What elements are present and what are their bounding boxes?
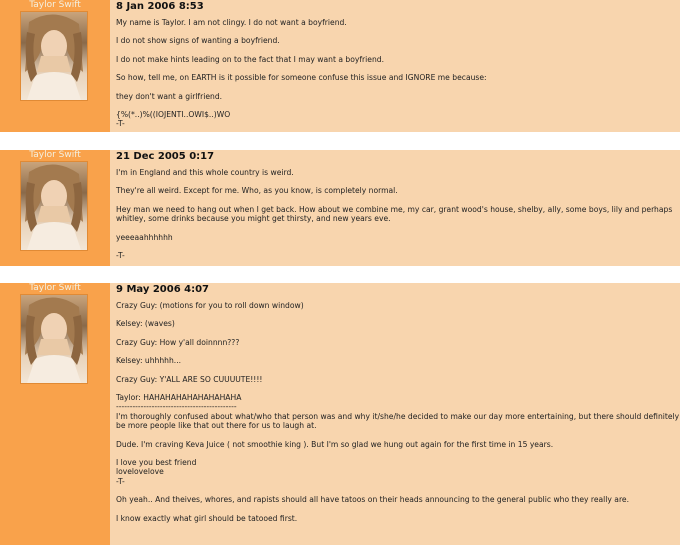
post-text: I'm thoroughly confused about what/who that person was and why it/she/he decided to make our day more entertaining, but there should definitely be more people like that out there for us to laugh at. xyxy=(116,411,680,431)
post-sidebar xyxy=(0,283,110,545)
post-text: Crazy Guy: (motions for you to roll down window) xyxy=(116,301,304,310)
post-text: Crazy Guy: How y'all doinnnn??? xyxy=(116,337,240,347)
post-3 xyxy=(0,283,680,545)
author-avatar[interactable] xyxy=(20,294,88,384)
post-content xyxy=(110,0,680,132)
post-content xyxy=(110,150,680,266)
post-text: They're all weird. Except for me. Who, as you know, is completely normal. xyxy=(116,186,398,196)
post-text: I love you best friend xyxy=(116,458,197,468)
author-name[interactable]: Taylor Swift xyxy=(29,283,81,293)
post-text: they don't want a girlfriend. xyxy=(116,91,223,101)
post-text: lovelovelove xyxy=(116,467,164,477)
author-name[interactable]: Taylor Swift xyxy=(29,0,81,10)
post-text: Kelsey: (waves) xyxy=(116,319,175,329)
post-text: Taylor: HAHAHAHAHAHAHAHAHA xyxy=(116,393,242,403)
post-text: Crazy Guy: Y'ALL ARE SO CUUUUTE!!!! xyxy=(116,374,263,384)
post-2 xyxy=(0,150,680,266)
post-date: 8 Jan 2006 8:53 xyxy=(116,1,204,12)
author-avatar[interactable] xyxy=(20,11,88,101)
author-name[interactable]: Taylor Swift xyxy=(29,150,81,160)
post-signature: -T- xyxy=(116,119,125,129)
post-date: 9 May 2006 4:07 xyxy=(116,284,210,295)
post-content xyxy=(110,283,680,545)
post-text: {%(*..)%((IOJENTI..OWI$..)WO xyxy=(116,110,231,120)
post-date: 21 Dec 2005 0:17 xyxy=(116,151,215,162)
post-sidebar xyxy=(0,0,110,132)
author-avatar[interactable] xyxy=(20,161,88,251)
post-text: Kelsey: uhhhhh... xyxy=(116,356,182,366)
post-text: I'm in England and this whole country is weird. xyxy=(116,168,294,177)
post-text: I do not show signs of wanting a boyfriend. xyxy=(116,36,280,46)
post-sidebar xyxy=(0,150,110,266)
post-signature: -T- xyxy=(116,251,125,261)
post-text: Oh yeah.. And theives, whores, and rapists should all have tatoos on their heads announcing to the general public who they really are. xyxy=(116,495,630,505)
post-signature: -T- xyxy=(116,476,125,486)
post-text: yeeeaahhhhhh xyxy=(116,232,173,242)
post-text: My name is Taylor. I am not clingy. I do not want a boyfriend. xyxy=(116,18,347,27)
post-1 xyxy=(0,0,680,132)
divider-line: -------------------------------------------- xyxy=(116,402,237,412)
post-text: Hey man we need to hang out when I get back. How about we combine me, my car, grant wood's house, shelby, ally, some boys, lily and perhaps whitley, some drinks because you might get thirsty, and new years eve. xyxy=(116,204,675,224)
post-text: I do not make hints leading on to the fact that I may want a boyfriend. xyxy=(116,54,384,64)
post-text: Dude. I'm craving Keva Juice ( not smoothie king ). But I'm so glad we hung out again for the first time in 15 years. xyxy=(116,439,554,449)
post-text: So how, tell me, on EARTH is it possible for someone confuse this issue and IGNORE me because: xyxy=(116,73,487,83)
post-text: I know exactly what girl should be tatooed first. xyxy=(116,513,298,523)
